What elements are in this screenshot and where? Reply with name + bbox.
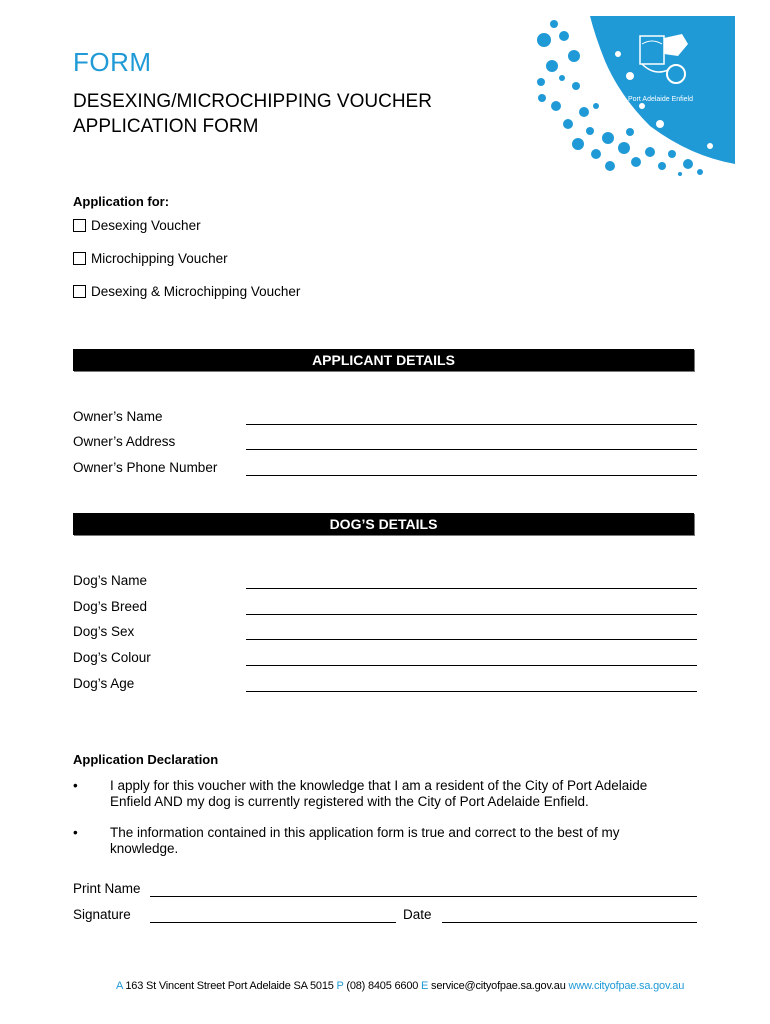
owner-phone-field[interactable] [246,475,697,476]
dog-age-field[interactable] [246,691,697,692]
owner-address-field[interactable] [246,449,697,450]
option-microchipping[interactable] [73,251,228,266]
application-for-label: Application for: [73,194,170,209]
desexing-checkbox[interactable] [73,219,86,232]
bullet: • [73,778,78,793]
dog-sex-field[interactable] [246,639,697,640]
declaration-item-2 [110,825,710,857]
owner-name-field[interactable] [246,424,697,425]
owner-phone-label: Owner’s Phone Number [73,460,218,475]
title-line-1: DESEXING/MICROCHIPPING VOUCHER [73,91,432,112]
dog-details-heading: DOG’S DETAILS [73,513,694,535]
option-desexing[interactable] [73,218,201,233]
option-label: Microchipping Voucher [91,251,228,266]
footer-contact [116,980,684,992]
declaration-line: The information contained in this application form is true and correct to the best of my [110,825,620,840]
print-name-label: Print Name [73,881,141,896]
bullet: • [73,825,78,840]
dog-age-label: Dog’s Age [73,676,135,691]
declaration-item-1 [110,778,710,810]
dog-breed-label: Dog’s Breed [73,599,148,614]
print-name-field[interactable] [150,896,697,897]
form-label: FORM [73,47,152,77]
both-checkbox[interactable] [73,285,86,298]
microchipping-checkbox[interactable] [73,252,86,265]
email-key: E [421,980,429,992]
dog-colour-label: Dog’s Colour [73,650,151,665]
owner-address-label: Owner’s Address [73,434,176,449]
owner-name-label: Owner’s Name [73,409,163,424]
date-label: Date [403,907,432,922]
dog-name-field[interactable] [246,588,697,589]
signature-field[interactable] [150,922,396,923]
logo-graphic [530,16,735,176]
applicant-details-heading: APPLICANT DETAILS [73,349,694,371]
option-both[interactable] [73,284,300,299]
footer-address: 163 St Vincent Street Port Adelaide SA 5015 [125,980,334,992]
option-label: Desexing Voucher [91,218,201,233]
footer-email[interactable]: service@cityofpae.sa.gov.au [431,980,566,992]
dog-name-label: Dog’s Name [73,573,148,588]
phone-key: P [336,980,344,992]
page-title [73,89,432,139]
council-logo [530,16,735,176]
dog-breed-field[interactable] [246,614,697,615]
footer-website-link[interactable]: www.cityofpae.sa.gov.au [568,980,685,992]
declaration-line: Enfield AND my dog is currently registered with the City of Port Adelaide Enfield. [110,794,589,809]
footer-phone: (08) 8405 6600 [346,980,419,992]
declaration-line: knowledge. [110,841,179,856]
signature-label: Signature [73,907,131,922]
declaration-heading: Application Declaration [73,752,219,767]
dog-colour-field[interactable] [246,665,697,666]
dog-sex-label: Dog’s Sex [73,624,135,639]
date-field[interactable] [442,922,697,923]
option-label: Desexing & Microchipping Voucher [91,284,301,299]
address-key: A [116,980,123,992]
logo-text: Port Adelaide Enfield [628,96,693,103]
title-line-2: APPLICATION FORM [73,116,259,137]
declaration-line: I apply for this voucher with the knowledge that I am a resident of the City of Port Adelaide [110,778,648,793]
